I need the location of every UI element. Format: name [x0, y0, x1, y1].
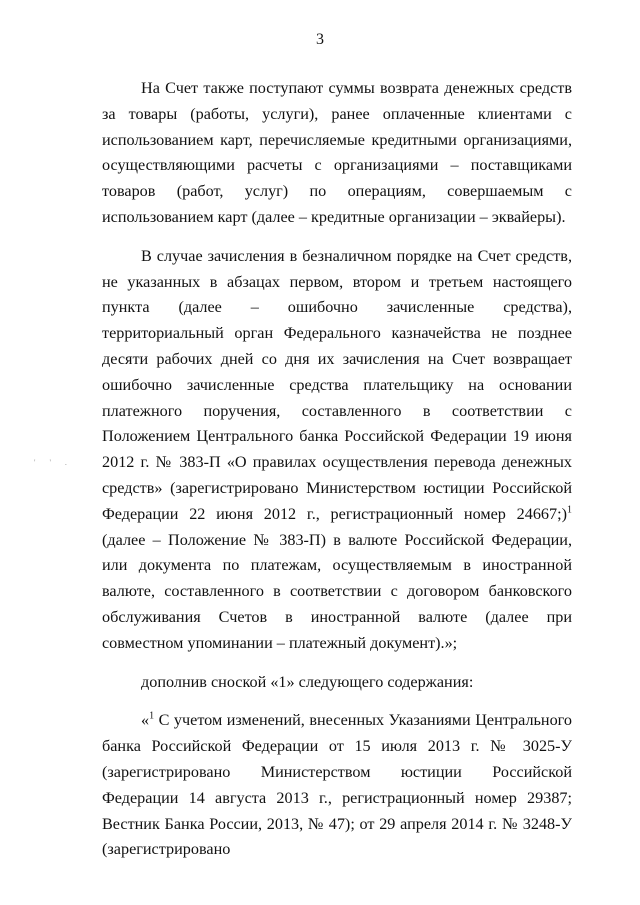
footnote-body: С учетом изменений, внесенных Указаниями Центрального банка Российской Федерации от 15 июля 2013 г. № 3025-У (зарегистрировано Министерством юстиции Российской Федерации 14 августа 2013 г., регистрационный номер 29387; Вестник Банка России, 2013, № 47); от 29 апреля 2014 г. № 3248-У (зарегистрировано [102, 711, 572, 859]
paragraph-erroneous-funds [102, 244, 572, 657]
paragraph-footnote-text [102, 708, 572, 863]
footnote-marker: 1 [567, 504, 572, 516]
margin-marks: ' ' . [34, 458, 73, 467]
paragraph-refunds: На Счет также поступают суммы возврата денежных средств за товары (работы, услуги), ранее оплаченные клиентами с использованием карт, перечисляемые кредитными организациями, осуществляющими расчеты с организациями – поставщиками товаров (работ, услуг) по операциям, совершаемым с использованием карт (далее – кредитные организации – эквайеры). [102, 79, 572, 226]
footnote-marker: 1 [149, 710, 155, 722]
paragraph-text-part-1: В случае зачисления в безналичном порядке на Счет средств, не указанных в абзацах первом, втором и третьем настоящего пункта (далее – ошибочно зачисленные средства), территориальный орган Федерального казначейства не позднее десяти рабочих дней со дня их зачисления на Счет возвращает ошибочно зачисленные средства плательщику на основании платежного поручения, составленного в соответствии с Положением Центрального банка Российской Федерации 19 июня 2012 г. № 383-П «О правилах осуществления перевода денежных средств» (зарегистрировано Министерством юстиции Российской Федерации 22 июня 2012 г., регистрационный номер 24667;) [102, 246, 572, 523]
paragraph-text-part-2: (далее – Положение № 383-П) в валюте Российской Федерации, или документа по платежам, осуществляемым в иностранной валюте, составленного в соответствии с договором банковского обслуживания Счетов в иностранной валюте (далее при совместном упоминании – платежный документ).»; [102, 530, 572, 652]
document-body [102, 76, 572, 876]
open-quote: « [141, 711, 150, 730]
page-number: 3 [316, 31, 324, 48]
paragraph-footnote-intro: дополнив сноской «1» следующего содержания: [141, 672, 474, 691]
